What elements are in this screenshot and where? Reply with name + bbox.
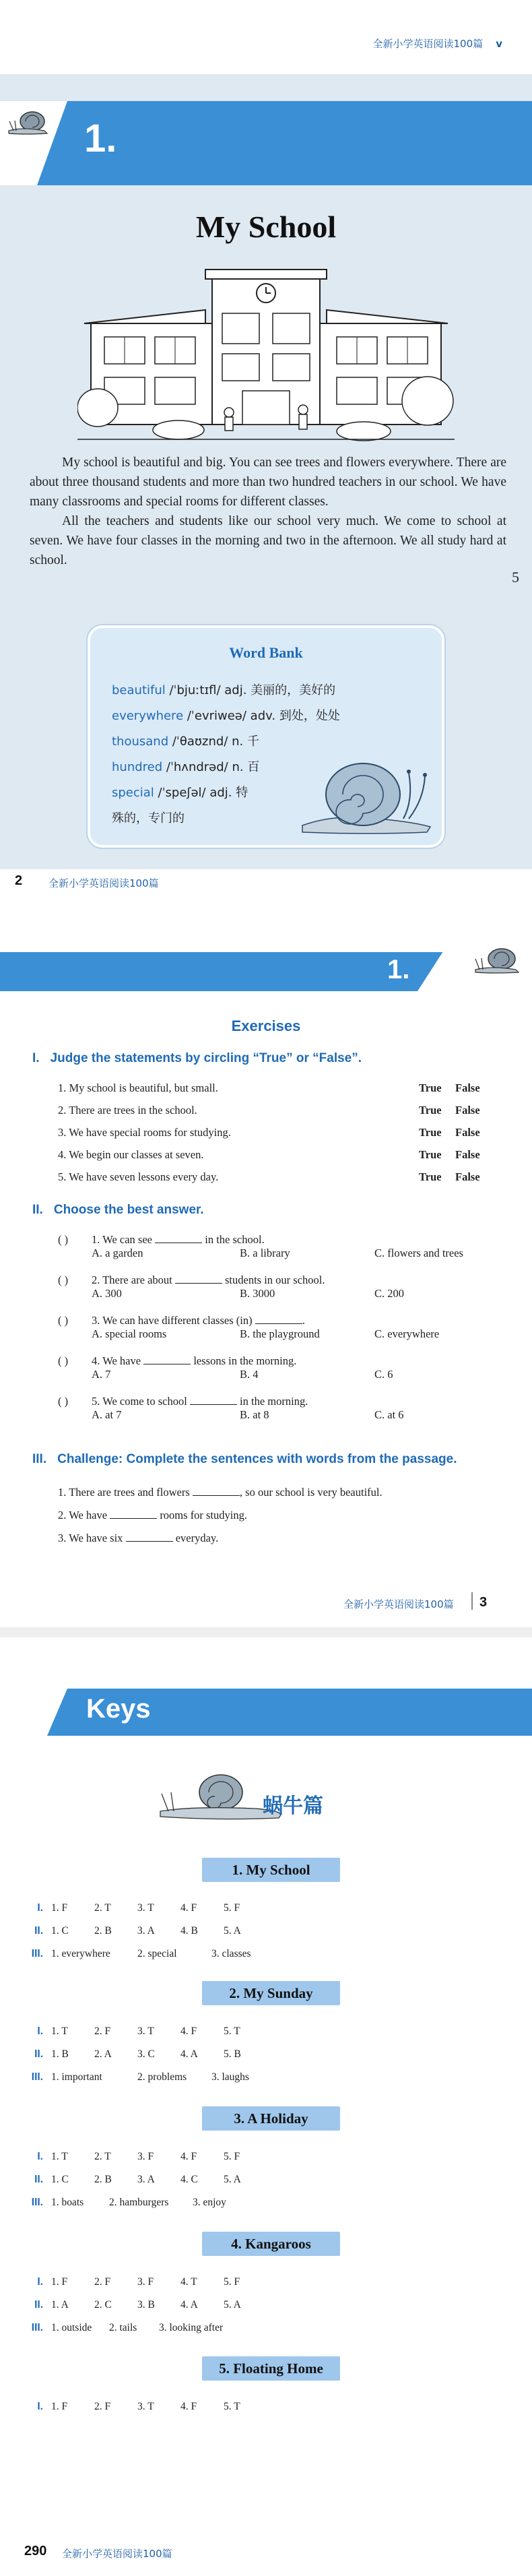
section-heading: I. Judge the statements by circling “True” or “False”. <box>32 1051 362 1065</box>
list-item: 1. My school is beautiful, but small. True False <box>58 1081 480 1094</box>
list-item: 3. We have six everyday. <box>58 1532 219 1544</box>
lesson-heading: 4. Kangaroos <box>202 2232 340 2256</box>
word-bank <box>88 625 444 848</box>
school-illustration <box>77 263 455 445</box>
lesson-banner <box>0 101 532 185</box>
answer-row: III. 1. boats 2. hamburgers 3. enjoy <box>31 2197 226 2208</box>
page-number: 2 <box>15 873 23 888</box>
paragraph: My school is beautiful and big. You can see trees and flowers everywhere. There are about three thousand students and more than two hundred teachers in our school. We have many classrooms and special rooms for different classes. <box>30 455 506 509</box>
keys-banner <box>0 1689 532 1736</box>
line-number: 5 <box>512 569 519 586</box>
header-book-title: 全新小学英语阅读100篇 v <box>372 38 502 50</box>
lesson-heading: 3. A Holiday <box>202 2106 340 2131</box>
divider <box>471 1592 473 1610</box>
page-number: 3 <box>479 1595 488 1610</box>
exercises-title: Exercises <box>231 1017 301 1034</box>
lesson-heading: 1. My School <box>202 1858 340 1882</box>
snail-icon <box>5 101 53 142</box>
word-entry: special /ˈspeʃəl/ adj. 特 <box>112 786 248 800</box>
footer-book-title: 全新小学英语阅读100篇 <box>62 2548 172 2560</box>
section-heading: II. Choose the best answer. <box>32 1203 204 1217</box>
page-number: 290 <box>24 2544 47 2558</box>
list-item: 4. We begin our classes at seven. True False <box>58 1148 480 1161</box>
answer-row: I. 1. F 2. F 3. F 4. T 5. F <box>37 2276 240 2288</box>
word-entry: everywhere /ˈevriweə/ adv. 到处，处处 <box>112 709 340 723</box>
lesson-heading: 2. My Sunday <box>202 1981 340 2005</box>
list-item: 1. There are trees and flowers , so our school is very beautiful. <box>58 1486 383 1499</box>
answer-row: III. 1. important 2. problems 3. laughs <box>31 2071 249 2083</box>
list-item: ( ) 2. There are about students in our school. A. 300 B. 3000 C. 200 <box>58 1274 405 1300</box>
list-item: ( ) 5. We come to school in the morning. A. at 7 B. at 8 C. at 6 <box>58 1395 404 1421</box>
list-item: ( ) 4. We have lessons in the morning. A. 7 B. 4 C. 6 <box>58 1354 393 1381</box>
page-reading <box>0 0 532 896</box>
list-item: 2. There are trees in the school. True False <box>58 1104 480 1117</box>
lesson-number: 1. <box>387 955 410 984</box>
multiple-choice-list <box>58 1233 502 1435</box>
lesson-heading: 5. Floating Home <box>202 2356 340 2381</box>
page-keys <box>0 1637 532 2576</box>
word-entry: beautiful /ˈbjuːtɪfl/ adj. 美丽的，美好的 <box>112 683 336 697</box>
footer-book-title: 全新小学英语阅读100篇 <box>48 877 159 889</box>
paragraph: All the teachers and students like our school very much. We come to school at seven. We have four classes in the morning and two in the afternoon. We all study hard at school. <box>30 514 506 567</box>
list-item: ( ) 3. We can have different classes (in) . A. special rooms B. the playground C. everywhere <box>58 1314 440 1340</box>
section-heading: III. Challenge: Complete the sentences with words from the passage. <box>32 1452 457 1466</box>
page-gap <box>0 896 532 913</box>
snail-icon <box>296 746 437 837</box>
lesson-number: 1. <box>84 117 117 160</box>
answer-row: I. 1. F 2. T 3. T 4. F 5. F <box>37 1902 240 1914</box>
answer-row: II. 1. B 2. A 3. C 4. A 5. B <box>34 2048 241 2060</box>
set-title: 蜗牛篇 <box>263 1794 323 1818</box>
page-gap <box>0 1627 532 1637</box>
reading-passage <box>30 453 506 570</box>
answer-row: III. 1. outside 2. tails 3. looking after <box>31 2322 224 2333</box>
keys-title: Keys <box>86 1694 151 1724</box>
page-exercises <box>0 913 532 1627</box>
list-item: 3. We have special rooms for studying. True False <box>58 1126 480 1139</box>
answer-row: I. 1. T 2. T 3. F 4. F 5. F <box>37 2151 240 2162</box>
true-false-list <box>58 1081 489 1193</box>
list-item: ( ) 1. We can see in the school. A. a garden B. a library C. flowers and trees <box>58 1233 463 1259</box>
footer-book-title: 全新小学英语阅读100篇 <box>343 1598 454 1610</box>
answer-row: I. 1. T 2. F 3. T 4. F 5. T <box>37 2025 240 2037</box>
page-title: My School <box>195 210 337 244</box>
answer-row: I. 1. F 2. F 3. T 4. F 5. T <box>37 2401 240 2412</box>
list-item: 2. We have rooms for studying. <box>58 1509 248 1521</box>
list-item: 5. We have seven lessons every day. True False <box>58 1170 480 1183</box>
word-entry: thousand /ˈθaʊznd/ n. 千 <box>112 734 259 749</box>
answer-row: II. 1. A 2. C 3. B 4. A 5. A <box>34 2299 241 2311</box>
answer-row: III. 1. everywhere 2. special 3. classes <box>31 1948 251 1959</box>
word-entry-continuation: 殊的，专门的 <box>112 811 185 825</box>
word-entry: hundred /ˈhʌndrəd/ n. 百 <box>112 760 260 774</box>
word-bank-title: Word Bank <box>229 644 303 661</box>
answer-row: II. 1. C 2. B 3. A 4. C 5. A <box>34 2174 241 2185</box>
snail-icon <box>471 939 525 980</box>
answer-row: II. 1. C 2. B 3. A 4. B 5. A <box>34 1925 241 1937</box>
challenge-list <box>58 1486 502 1554</box>
